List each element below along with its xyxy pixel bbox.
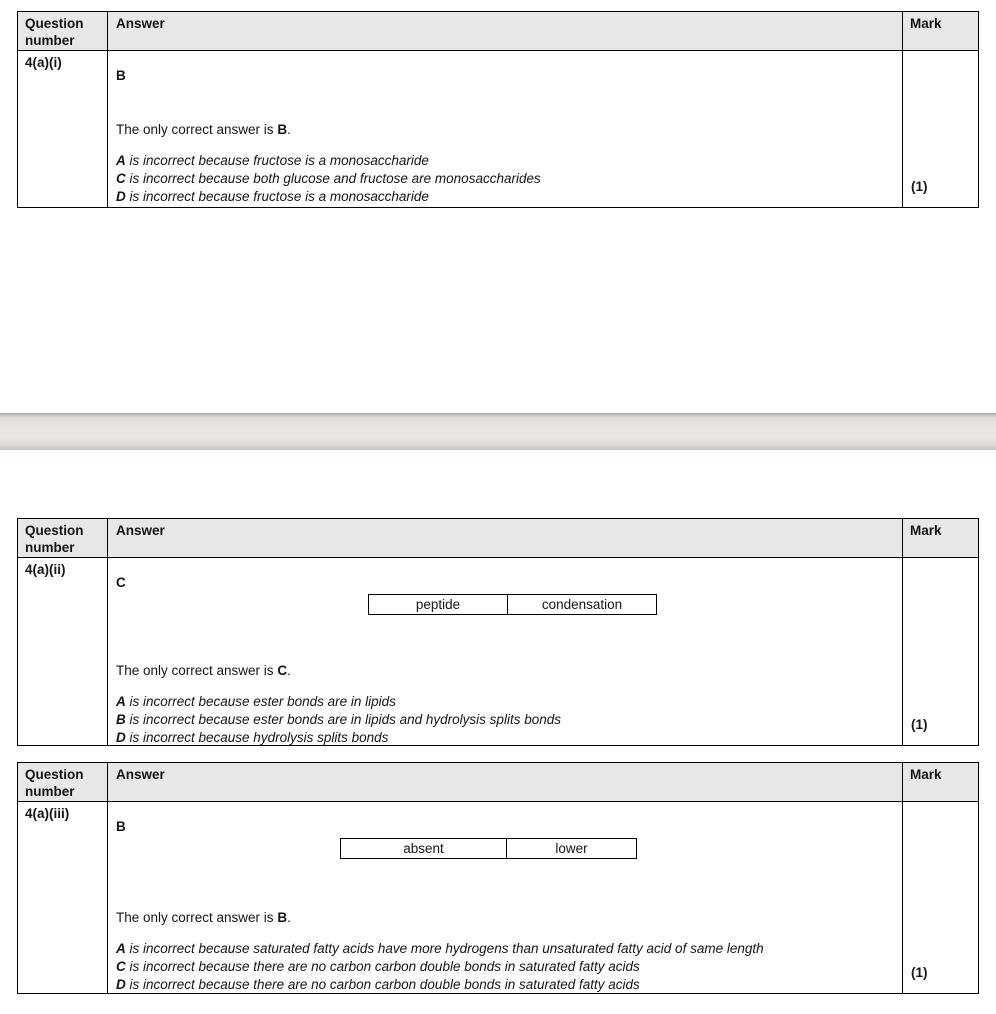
explanation-line: A is incorrect because fructose is a monosaccharide: [116, 153, 429, 168]
explanation-line: C is incorrect because both glucose and fructose are monosaccharides: [116, 171, 541, 186]
table-body-row: [18, 558, 978, 745]
question-number: 4(a)(i): [18, 51, 108, 207]
mark-cell: [902, 51, 978, 207]
answer-option-cell: lower: [506, 839, 636, 858]
mark-header: Mark: [902, 12, 978, 50]
question-number: 4(a)(ii): [18, 558, 108, 745]
explanation-line: A is incorrect because saturated fatty acids have more hydrogens than unsaturated fatty acid of same length: [116, 941, 764, 956]
table-header-row: [18, 763, 978, 802]
table-body-row: [18, 802, 978, 993]
answer-letter: B: [116, 68, 126, 83]
incorrect-explanations: [116, 693, 894, 747]
question-number-header: Question number: [18, 12, 108, 50]
answer-header: Answer: [116, 16, 165, 31]
answer-option-cell: peptide: [415, 597, 461, 612]
answer-options-table: [340, 838, 637, 859]
mark-cell: [902, 558, 978, 745]
answer-letter: B: [116, 819, 126, 834]
table-header-row: [18, 12, 978, 51]
question-number-header: Question number: [18, 763, 108, 801]
incorrect-explanations: [116, 940, 894, 994]
incorrect-explanations: [116, 152, 894, 206]
mark-value: (1): [911, 179, 928, 194]
answer-letter: C: [116, 575, 126, 590]
question-number: 4(a)(iii): [18, 802, 108, 993]
mark-cell: [902, 802, 978, 993]
answer-options-table: [368, 594, 657, 615]
mark-scheme-table-4aiii: [17, 762, 979, 994]
answer-cell: [108, 51, 902, 207]
answer-cell: [108, 558, 902, 745]
answer-option-cell: condensation: [507, 595, 656, 614]
correct-answer-statement: The only correct answer is B.: [116, 910, 291, 925]
explanation-line: D is incorrect because hydrolysis splits bonds: [116, 730, 389, 745]
answer-header: Answer: [116, 523, 165, 538]
mark-scheme-table-4aii: [17, 518, 979, 746]
correct-answer-statement: The only correct answer is C.: [116, 663, 291, 678]
explanation-line: C is incorrect because there are no carbon carbon double bonds in saturated fatty acids: [116, 959, 640, 974]
mark-header: Mark: [902, 519, 978, 557]
answer-option-cell: absent: [403, 841, 444, 856]
table-body-row: [18, 51, 978, 207]
explanation-line: B is incorrect because ester bonds are in lipids and hydrolysis splits bonds: [116, 712, 561, 727]
answer-cell: [108, 802, 902, 993]
question-number-header: Question number: [18, 519, 108, 557]
mark-value: (1): [911, 717, 928, 732]
correct-answer-statement: The only correct answer is B.: [116, 122, 291, 137]
answer-header: Answer: [116, 767, 165, 782]
mark-header: Mark: [902, 763, 978, 801]
explanation-line: D is incorrect because there are no carbon carbon double bonds in saturated fatty acids: [116, 977, 640, 992]
mark-value: (1): [911, 965, 928, 980]
explanation-line: D is incorrect because fructose is a monosaccharide: [116, 189, 429, 204]
explanation-line: A is incorrect because ester bonds are in lipids: [116, 694, 396, 709]
pdf-page-break: [0, 413, 996, 450]
table-header-row: [18, 519, 978, 558]
mark-scheme-table-4ai: [17, 11, 979, 208]
